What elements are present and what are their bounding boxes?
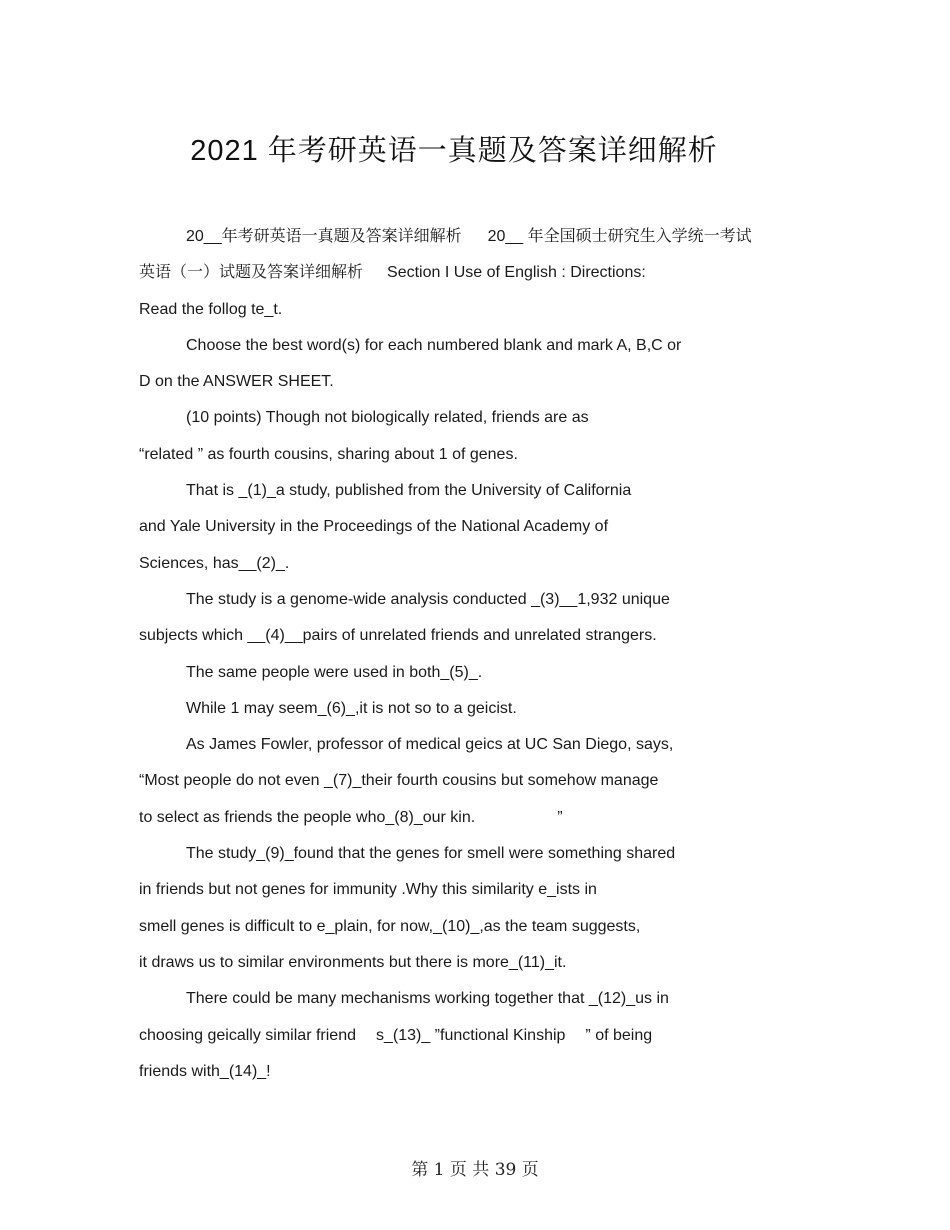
- text-segment: There could be many mechanisms working together that _(12)_us in: [186, 990, 669, 1008]
- text-segment: subjects which __(4)__pairs of unrelated friends and unrelated strangers.: [139, 627, 657, 645]
- text-segment: ”: [557, 808, 563, 826]
- text-segment: While 1 may seem_(6)_,it is not so to a geicist.: [186, 699, 517, 717]
- text-segment: to select as friends the people who_(8)_our kin.: [139, 808, 476, 826]
- text-line: [139, 444, 819, 480]
- text-line: [139, 807, 819, 843]
- text-segment: Choose the best word(s) for each numbered blank and mark A, B,C or: [186, 336, 682, 354]
- text-segment: The study_(9)_found that the genes for smell were something shared: [186, 845, 676, 863]
- text-segment: 20__ 年全国硕士研究生入学统一考试: [487, 228, 752, 245]
- text-segment: ” of being: [585, 1026, 653, 1044]
- text-segment: choosing geically similar friend: [139, 1026, 356, 1044]
- text-line: [139, 589, 819, 625]
- text-segment: in friends but not genes for immunity .Why this similarity e_ists in: [139, 881, 597, 899]
- text-segment: and Yale University in the Proceedings of the National Academy of: [139, 518, 609, 536]
- text-line: [139, 1025, 819, 1061]
- text-segment: Sciences, has__(2)_.: [139, 554, 290, 572]
- text-segment: it draws us to similar environments but there is more_(11)_it.: [139, 953, 567, 971]
- text-segment: D on the ANSWER SHEET.: [139, 373, 334, 391]
- text-line: [139, 516, 819, 552]
- text-line: [139, 625, 819, 661]
- text-segment: smell genes is difficult to e_plain, for now,_(10)_,as the team suggests,: [139, 917, 641, 935]
- text-line: [139, 299, 819, 335]
- text-segment: “Most people do not even _(7)_their fourth cousins but somehow manage: [139, 772, 659, 790]
- text-segment: As James Fowler, professor of medical geics at UC San Diego, says,: [186, 736, 674, 754]
- text-line: [139, 553, 819, 589]
- document-title: 2021 年考研英语一真题及答案详细解析: [190, 135, 718, 167]
- text-line: [139, 1061, 819, 1097]
- text-line: [139, 226, 819, 262]
- text-segment: Read the follog te_t.: [139, 300, 283, 318]
- text-line: [139, 698, 819, 734]
- text-line: [139, 988, 819, 1024]
- text-line: [139, 734, 819, 770]
- text-segment: 英语（一）试题及答案详细解析: [139, 264, 364, 282]
- document-body: [139, 226, 819, 1097]
- text-segment: friends with_(14)_!: [139, 1062, 271, 1080]
- text-line: [139, 843, 819, 879]
- text-line: [139, 262, 819, 298]
- text-segment: 20__年考研英语一真题及答案详细解析: [186, 228, 462, 245]
- text-segment: “related ” as fourth cousins, sharing about 1 of genes.: [139, 445, 518, 463]
- text-line: [139, 770, 819, 806]
- text-segment: (10 points) Though not biologically related, friends are as: [186, 409, 589, 427]
- text-line: [139, 407, 819, 443]
- text-line: [139, 879, 819, 915]
- text-segment: The same people were used in both_(5)_.: [186, 663, 483, 681]
- text-line: [139, 480, 819, 516]
- text-segment: s_(13)_ ”functional Kinship: [375, 1026, 566, 1044]
- text-line: [139, 916, 819, 952]
- text-line: [139, 662, 819, 698]
- text-segment: Section I Use of English : Directions:: [387, 264, 646, 282]
- text-segment: The study is a genome-wide analysis conducted _(3)__1,932 unique: [186, 590, 670, 608]
- text-line: [139, 952, 819, 988]
- text-segment: That is _(1)_a study, published from the University of California: [186, 482, 632, 500]
- text-line: [139, 371, 819, 407]
- page-footer: 第 1 页 共 39 页: [411, 1160, 539, 1180]
- text-line: [139, 335, 819, 371]
